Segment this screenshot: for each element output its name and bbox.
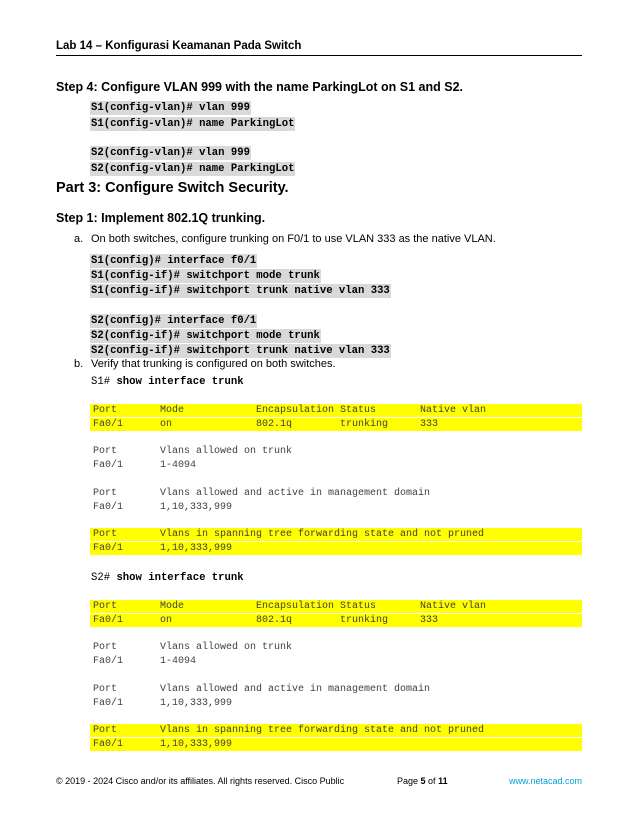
s1-prompt-line: S1# show interface trunk xyxy=(91,376,244,388)
item-a-cmd-4: S2(config)# interface f0/1 xyxy=(91,315,257,327)
item-b-marker: b. xyxy=(74,358,84,370)
item-a-cmd-6: S2(config-if)# switchport trunk native vlan 333 xyxy=(91,345,390,357)
s1-table3-header: Port Vlans allowed and active in management domain xyxy=(93,488,431,499)
page-header xyxy=(56,40,582,56)
step4-cmd-3: S2(config-vlan)# vlan 999 xyxy=(91,147,250,159)
step4-cmd-2: S1(config-vlan)# name ParkingLot xyxy=(91,118,295,130)
item-a-cmd-1: S1(config)# interface f0/1 xyxy=(91,255,257,267)
s2-table4-header: Port Vlans in spanning tree forwarding state and not pruned xyxy=(90,724,582,737)
s1-table1-header: Port Mode Encapsulation Status Native vlan xyxy=(90,404,582,417)
s2-table1-row: Fa0/1 on 802.1q trunking 333 xyxy=(90,614,582,627)
s1-table3-row: Fa0/1 1,10,333,999 xyxy=(93,502,233,513)
step4-heading: Step 4: Configure VLAN 999 with the name ParkingLot on S1 and S2. xyxy=(56,80,464,94)
s2-table1-header: Port Mode Encapsulation Status Native vlan xyxy=(90,600,582,613)
item-a-text: On both switches, configure trunking on F0/1 to use VLAN 333 as the native VLAN. xyxy=(91,233,496,245)
s1-table4-header: Port Vlans in spanning tree forwarding state and not pruned xyxy=(90,528,582,541)
item-a-cmd-5: S2(config-if)# switchport mode trunk xyxy=(91,330,320,342)
item-a-cmd-2: S1(config-if)# switchport mode trunk xyxy=(91,270,320,282)
item-a-marker: a. xyxy=(74,233,84,245)
item-b-text: Verify that trunking is configured on both switches. xyxy=(91,358,336,370)
item-a-cmd-3: S1(config-if)# switchport trunk native vlan 333 xyxy=(91,285,390,297)
part3-heading: Part 3: Configure Switch Security. xyxy=(56,180,289,196)
footer-page-number: Page 5 of 11 xyxy=(397,776,448,786)
s2-table2-row: Fa0/1 1-4094 xyxy=(93,656,197,667)
s2-prompt-line: S2# show interface trunk xyxy=(91,572,244,584)
s1-table2-header: Port Vlans allowed on trunk xyxy=(93,446,293,457)
s1-table2-row: Fa0/1 1-4094 xyxy=(93,460,197,471)
step1-heading: Step 1: Implement 802.1Q trunking. xyxy=(56,211,266,225)
s2-table4-row: Fa0/1 1,10,333,999 xyxy=(90,738,582,751)
step4-cmd-1: S1(config-vlan)# vlan 999 xyxy=(91,102,250,114)
footer-website-link[interactable]: www.netacad.com xyxy=(508,776,582,786)
footer-copyright: © 2019 - 2024 Cisco and/or its affiliates. All rights reserved. Cisco Public xyxy=(56,776,345,786)
s1-table4-row: Fa0/1 1,10,333,999 xyxy=(90,542,582,555)
s2-table3-header: Port Vlans allowed and active in management domain xyxy=(93,684,431,695)
step4-cmd-4: S2(config-vlan)# name ParkingLot xyxy=(91,163,295,175)
s1-table1-row: Fa0/1 on 802.1q trunking 333 xyxy=(90,418,582,431)
header-title: Lab 14 – Konfigurasi Keamanan Pada Switch xyxy=(56,40,302,52)
s2-table3-row: Fa0/1 1,10,333,999 xyxy=(93,698,233,709)
s2-table2-header: Port Vlans allowed on trunk xyxy=(93,642,293,653)
